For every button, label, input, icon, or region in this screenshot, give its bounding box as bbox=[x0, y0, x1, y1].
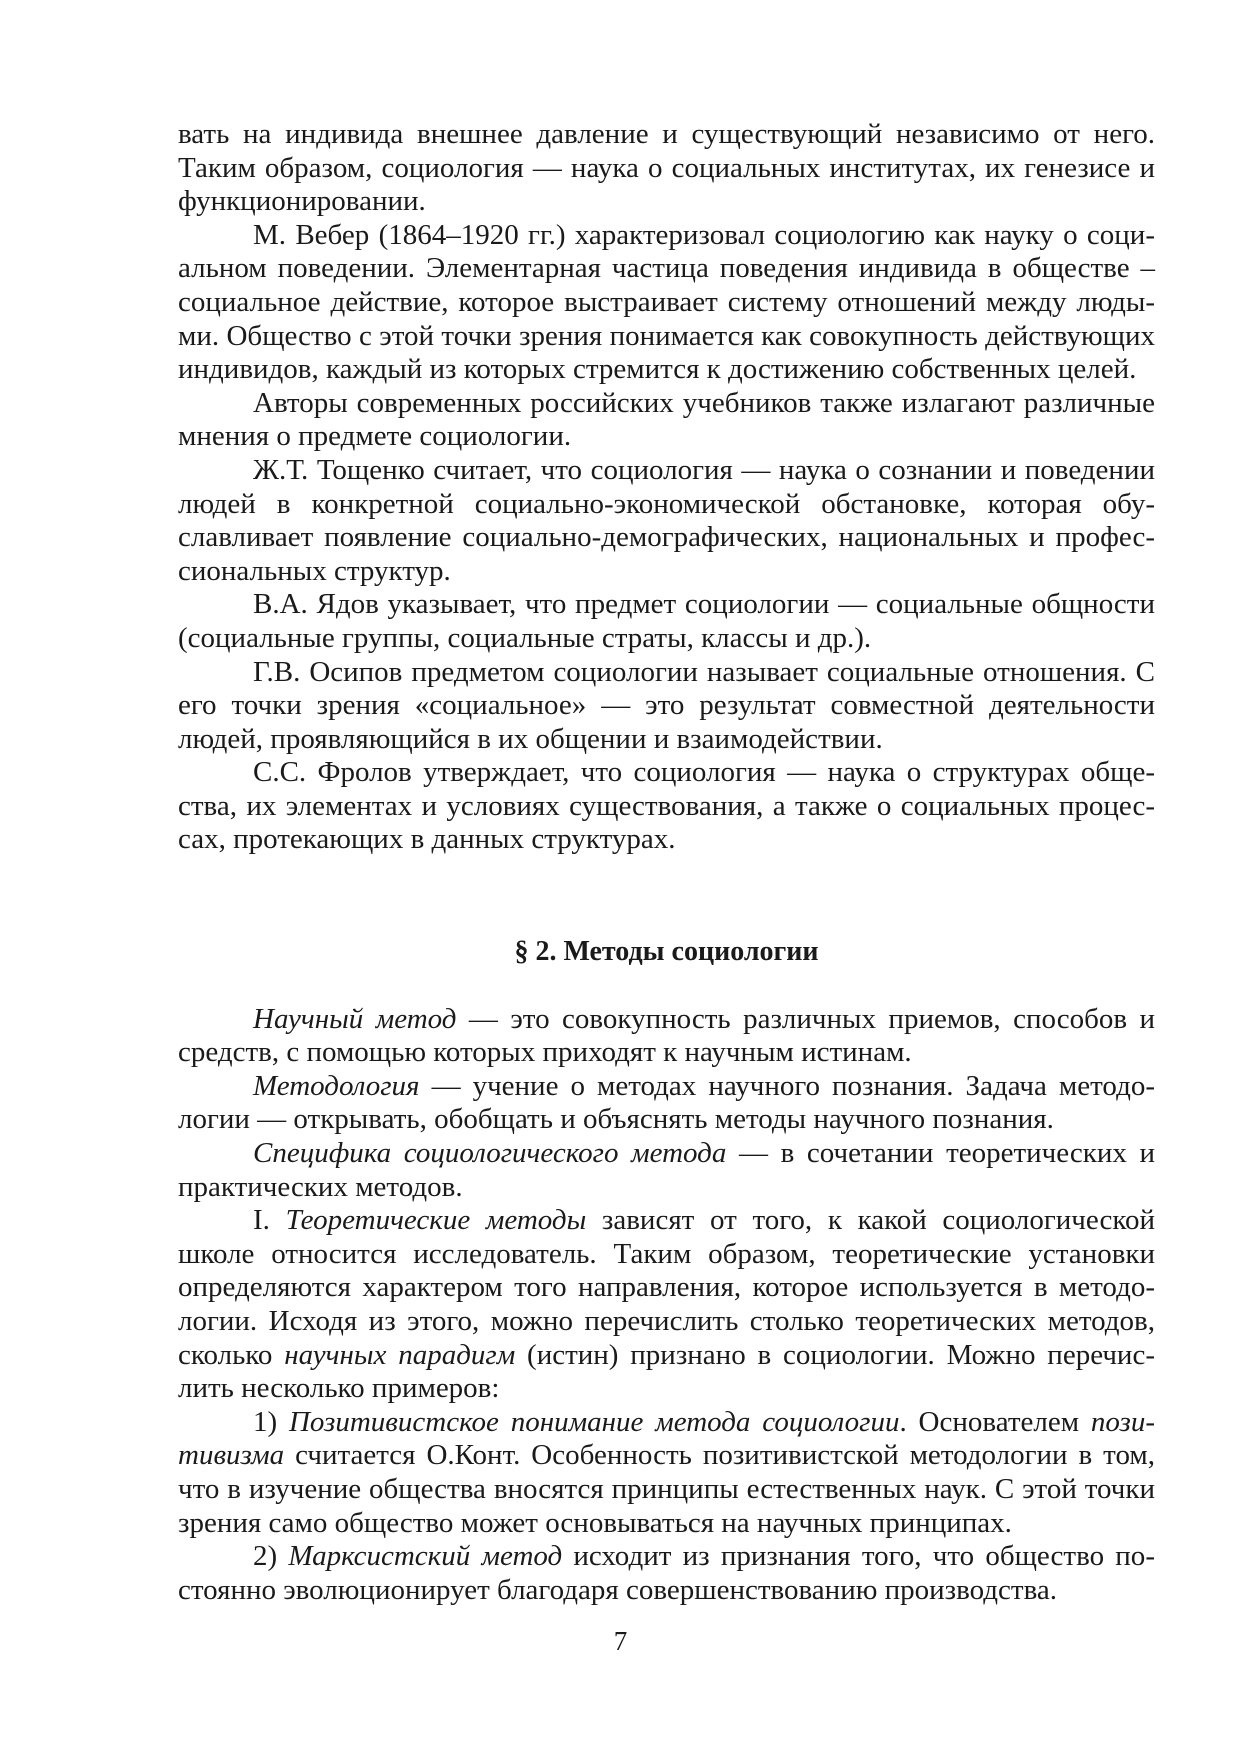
paragraph-authors: Авторы современных российских учебников также излагают различные мнения о предмете социологии. bbox=[178, 386, 1155, 453]
term-marxist-method: Марксистский метод bbox=[288, 1540, 563, 1573]
term-methodology: Методология bbox=[253, 1069, 420, 1102]
paragraph-methodology bbox=[178, 1070, 1155, 1137]
paragraph-osipov: Г.В. Осипов предметом социологии называет социальные отношения. С его точки зрения «социальное» — это результат совместной деятельности людей, проявляющийся в их общении и взаимодействии. bbox=[178, 655, 1155, 755]
paragraph-toshchenko: Ж.Т. Тощенко считает, что социология — наука о сознании и поведении людей в конкретной социально-экономической обстановке, которая обуславливает появление социально-демографических, национальных и профессиональных структур. bbox=[178, 453, 1155, 587]
paragraph-marxism bbox=[178, 1540, 1155, 1607]
paragraph-specifics bbox=[178, 1137, 1155, 1204]
paragraph-frolov: С.С. Фролов утверждает, что социология — наука о структурах общества, их элементах и условиях существования, а также о социальных процессах, протекающих в данных структурах. bbox=[178, 756, 1155, 856]
text: 2) bbox=[253, 1540, 289, 1573]
text: зависят от того, к какой социологической школе относится исследователь. Таким образом, теоретические установки определяются характером того направления, которое используется в методологии. Исходя из этого, можно перечислить столько теоретических методов, сколько bbox=[178, 1204, 1155, 1371]
section-heading: § 2. Методы социологии bbox=[514, 936, 819, 968]
term-theoretical-methods: Теоретические методы bbox=[285, 1204, 587, 1237]
text: исходит из признания того, что общество постоянно эволюционирует благодаря совершенствованию производства. bbox=[178, 1540, 1155, 1606]
text: — это совокупность различных приемов, способов и средств, с помощью которых приходят к научным истинам. bbox=[178, 1002, 1155, 1069]
text: считается О.Конт. Особенность позитивистской методологии в том, что в изучение общества вносятся принципы естественных наук. С этой точки зрения само общество может основываться на научных принципах. bbox=[178, 1439, 1155, 1539]
text: 1) bbox=[253, 1405, 289, 1438]
paragraph-scientific-method bbox=[178, 1003, 1155, 1070]
paragraph-theoretical-methods bbox=[178, 1204, 1155, 1406]
text: — в сочетании теоретических и практических методов. bbox=[178, 1137, 1155, 1203]
text: — учение о методах научного познания. Задача методологии — открывать, обобщать и объяснять методы научного познания. bbox=[178, 1069, 1155, 1136]
document-page bbox=[178, 118, 1155, 1607]
term-scientific-method: Научный метод bbox=[253, 1002, 457, 1035]
term-paradigms: научных парадигм bbox=[284, 1338, 516, 1371]
text: I. bbox=[253, 1204, 286, 1237]
page-number: 7 bbox=[613, 1626, 628, 1656]
paragraph-weber: М. Вебер (1864–1920 гг.) характеризовал социологию как науку о социальном поведении. Элементарная частица поведения индивида в обществе – социальное действие, которое выстраивает систему отношений между людыми. Общество с этой точки зрения понимается как совокупность действующих индивидов, каждый из которых стремится к достижению собственных целей. bbox=[178, 218, 1155, 386]
term-specifics: Специфика социологического метода bbox=[253, 1137, 727, 1170]
term-positivism: позитивизма bbox=[178, 1405, 1155, 1472]
paragraph-yadov: В.А. Ядов указывает, что предмет социологии — социальные общности (социальные группы, социальные страты, классы и др.). bbox=[178, 588, 1155, 654]
text: (истин) признано в социологии. Можно перечислить несколько примеров: bbox=[178, 1338, 1155, 1405]
text: . Основателем bbox=[899, 1405, 1091, 1438]
term-positivist-method: Позитивистское понимание метода социологии bbox=[288, 1405, 900, 1438]
paragraph-positivism bbox=[178, 1406, 1155, 1540]
paragraph-1: вать на индивида внешнее давление и существующий независимо от него. Таким образом, социология — наука о социальных институтах, их генезисе и функционировании. bbox=[178, 118, 1155, 218]
